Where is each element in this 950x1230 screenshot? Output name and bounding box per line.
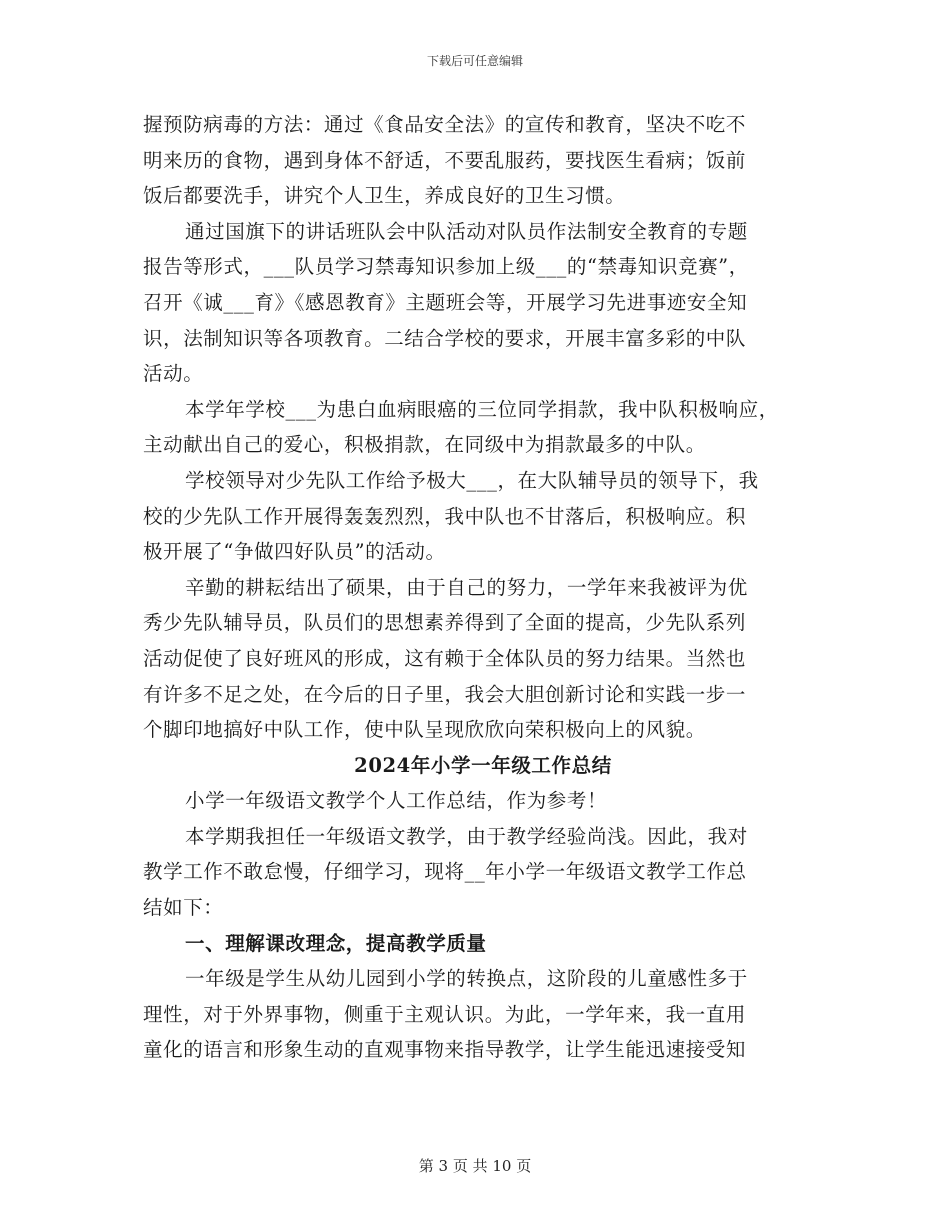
text-line: 理性，对于外界事物，侧重于主观认识。为此，一学年来，我一直用 [143, 1002, 747, 1026]
text-line: 秀少先队辅导员，队员们的思想素养得到了全面的提高，少先队系列 [143, 611, 747, 635]
text-line: 学校领导对少先队工作给予极大___，在大队辅导员的领导下，我 [185, 468, 759, 492]
text-line: 教学工作不敢怠慢，仔细学习，现将__年小学一年级语文教学工作总 [143, 860, 747, 884]
text-line: 有许多不足之处，在今后的日子里，我会大胆创新讨论和实践一步一 [143, 682, 747, 706]
section-heading: 一、理解课改理念，提高教学质量 [185, 931, 487, 955]
text-line: 通过国旗下的讲话班队会中队活动对队员作法制安全教育的专题 [185, 219, 748, 243]
page-number: 第 3 页 共 10 页 [418, 1157, 532, 1175]
text-line: 活动促使了良好班风的形成，这有赖于全体队员的努力结果。当然也 [143, 646, 747, 670]
text-line: 明来历的食物，遇到身体不舒适，不要乱服药，要找医生看病；饭前 [143, 148, 747, 172]
text-line: 个脚印地搞好中队工作，使中队呈现欣欣向荣积极向上的风貌。 [143, 718, 706, 742]
text-line: 童化的语言和形象生动的直观事物来指导教学，让学生能迅速接受知 [143, 1038, 747, 1062]
text-line: 本学期我担任一年级语文教学，由于教学经验尚浅。因此，我对 [185, 824, 748, 848]
text-line: 识，法制知识等各项教育。二结合学校的要求，开展丰富多彩的中队 [143, 326, 747, 350]
text-line: 一年级是学生从幼儿园到小学的转换点，这阶段的儿童感性多于 [185, 967, 748, 991]
page-header: 下载后可任意编辑 [426, 54, 523, 68]
text-line: 校的少先队工作开展得轰轰烈烈，我中队也不甘落后，积极响应。积 [143, 504, 747, 528]
text-line: 极开展了“争做四好队员”的活动。 [143, 540, 446, 564]
text-line: 报告等形式，___队员学习禁毒知识参加上级___的“禁毒知识竞赛”， [143, 255, 749, 279]
text-line: 本学年学校___为患白血病眼癌的三位同学捐款，我中队积极响应， [185, 397, 779, 421]
text-line: 主动献出自己的爱心，积极捐款，在同级中为捐款最多的中队。 [143, 433, 706, 457]
text-line: 饭后都要洗手，讲究个人卫生，养成良好的卫生习惯。 [143, 184, 626, 208]
text-line: 召开《诚___育》《感恩教育》主题班会等，开展学习先进事迹安全知 [143, 290, 748, 314]
document-body [143, 107, 823, 1068]
text-line: 辛勤的耕耘结出了硕果，由于自己的努力，一学年来我被评为优 [185, 575, 748, 599]
section-title: 2024年小学一年级工作总结 [354, 753, 612, 777]
text-line: 小学一年级语文教学个人工作总结，作为参考！ [185, 789, 608, 813]
text-line: 活动。 [143, 362, 204, 386]
text-line: 握预防病毒的方法：通过《食品安全法》的宣传和教育，坚决不吃不 [143, 113, 747, 136]
text-line: 结如下： [143, 896, 224, 920]
